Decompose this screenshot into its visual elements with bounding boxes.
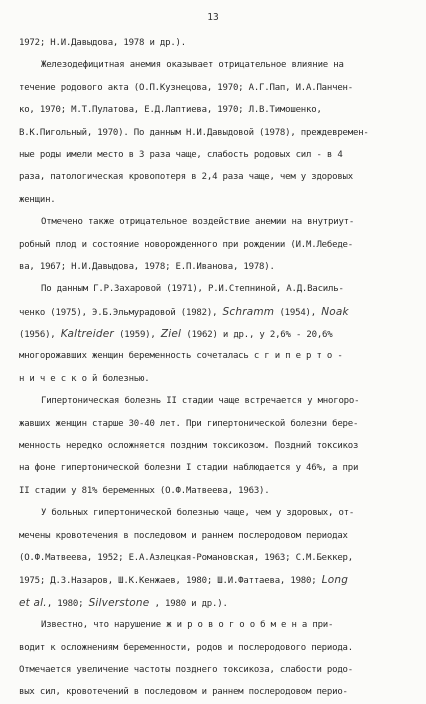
text-line: водит к осложнениям беременности, родов и послеродового периода. (19, 642, 353, 653)
text-line: Железодефицитная анемия оказывает отрицательное влияние на (41, 60, 344, 71)
handwritten-citation: Schramm (222, 305, 275, 318)
handwritten-citation: Noak (321, 305, 349, 318)
text-line: Отмечено также отрицательное воздействие анемии на внутриут- (41, 217, 355, 228)
text-line: По данным Г.Р.Захаровой (1971), Р.И.Степниной, А.Д.Василь- (41, 284, 344, 295)
page-number: 13 (207, 12, 219, 23)
text-line: У больных гипертонической болезнью чаще, чем у здоровых, от- (41, 508, 355, 519)
text-line: ва, 1967; Н.И.Давыдова, 1978; Е.П.Иванова, 1978). (19, 261, 275, 272)
text-line: многорожавших женщин беременность сочеталась с г и п е р т о - (19, 351, 343, 362)
text-line: н и ч е с к о й болезнью. (19, 373, 150, 384)
text-line: (О.Ф.Матвеева, 1952; Е.А.Азлецкая-Романовская, 1963; С.М.Беккер, (19, 552, 353, 563)
text-line: мечены кровотечения в последовом и раннем послеродовом периодах (19, 530, 348, 541)
text-line: раза, патологическая кровопотеря в 2,4 раза чаще, чем у здоровых (19, 172, 353, 183)
text-line: ко, 1970; М.Т.Пулатова, Е.Д.Лаптиева, 1970; Л.В.Тимошенко, (19, 105, 322, 116)
text-line: Известно, что нарушение ж и р о в о г о о б м е н а при- (41, 620, 334, 631)
text-line: ченко (1975), Э.Б.Эльмурадовой (1982), Schramm (1954), Noak (19, 305, 349, 318)
text-line: жавших женщин старше 30-40 лет. При гипертонической болезни бере- (19, 418, 359, 429)
text-line: вых сил, кровотечений в последовом и раннем послеродовом перио- (19, 687, 348, 698)
text-line: Гипертоническая болезнь II стадии чаще встречается у многоро- (41, 396, 360, 407)
text-line: на фоне гипертонической болезни I стадии наблюдается у 46%, а при (19, 463, 359, 474)
handwritten-citation: Silverstone (88, 596, 150, 609)
text-line: 1975; Д.З.Назаров, Ш.К.Кенжаев, 1980; Ш.И.Фаттаева, 1980; Long (19, 574, 349, 587)
text-line: женщин. (19, 194, 56, 205)
text-line: Отмечается увеличение частоты позднего токсикоза, слабости родо- (19, 664, 353, 675)
text-line: течение родового акта (О.П.Кузнецова, 1970; А.Г.Пап, И.А.Панчен- (19, 82, 353, 93)
handwritten-citation: Ziel (160, 328, 182, 341)
handwritten-citation: et al. (19, 596, 47, 609)
text-line: В.К.Пигольный, 1970). По данным Н.И.Давыдовой (1978), преждевремен- (19, 127, 369, 138)
text-line: (1956), Kaltreider (1959), Ziel (1962) и др., у 2,6% - 20,6% (19, 328, 333, 341)
text-line: ные роды имели место в 3 раза чаще, слабость родовых сил - в 4 (19, 149, 343, 160)
text-line: et al., 1980; Silverstone , 1980 и др.). (19, 596, 228, 609)
text-line: 1972; Н.И.Давыдова, 1978 и др.). (19, 38, 186, 48)
document-body (19, 32, 411, 704)
text-line: менность нередко осложняется поздним токсикозом. Поздний токсикоз (19, 441, 359, 452)
handwritten-citation: Long (321, 574, 349, 587)
text-line: II стадии у 81% беременных (О.Ф.Матвеева, 1963). (19, 485, 270, 496)
handwritten-citation: Kaltreider (60, 328, 114, 341)
text-line: робный плод и состояние новорожденного при рождении (И.М.Лебеде- (19, 239, 353, 250)
